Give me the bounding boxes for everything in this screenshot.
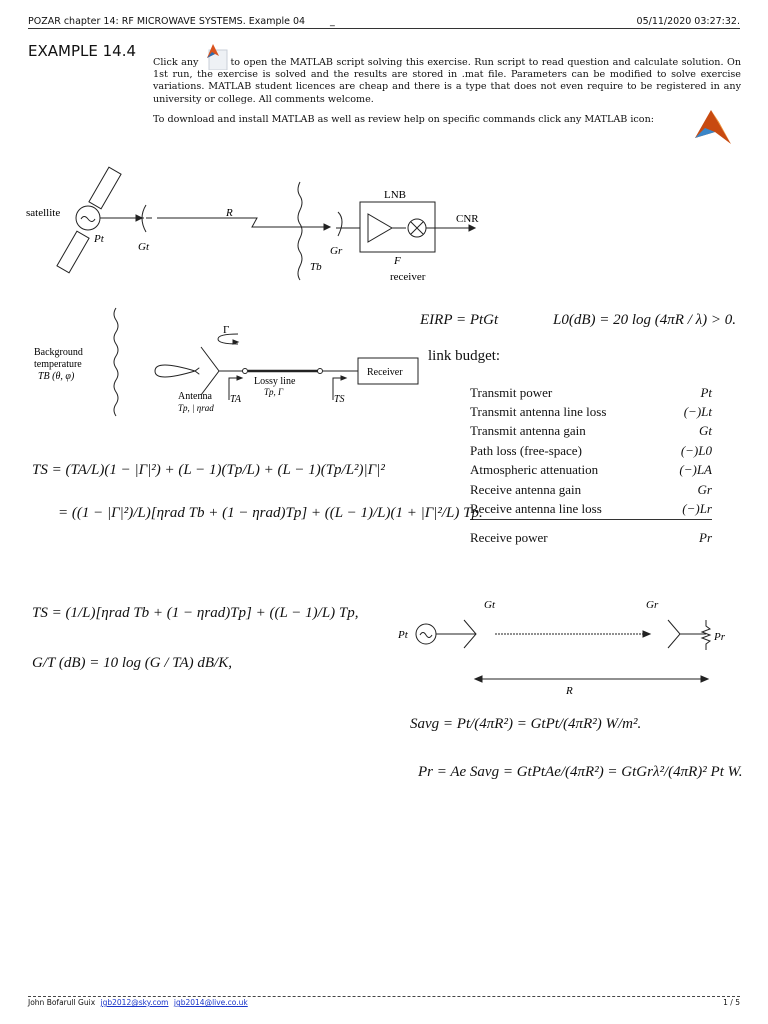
link-budget-row: [470, 441, 712, 460]
tb-label: Tb: [310, 261, 322, 273]
ta-label: TA: [230, 394, 241, 405]
download-paragraph: To download and install MATLAB as well as review help on specific commands click any MATLAB icon:: [153, 114, 654, 125]
friis-link-diagram: [390, 592, 750, 702]
link-budget-total-value: Pr: [665, 519, 712, 546]
gr-label: Gr: [330, 245, 343, 257]
cnr-label: CNR: [456, 213, 479, 225]
receiver-label: receiver: [390, 271, 426, 283]
eirp-equation: EIRP = PtGt: [420, 312, 499, 328]
r-label: R: [226, 207, 233, 219]
link-budget-value: (−)Lt: [683, 404, 712, 420]
header-title: POZAR chapter 14: RF MICROWAVE SYSTEMS. Example 04: [28, 16, 306, 27]
link-budget-row: [470, 480, 712, 499]
received-power-equation: Pr = Ae Savg = GtPtAe/(4πR²) = GtGrλ²/(4πR)² Pt W.: [418, 764, 743, 780]
link-budget-value: (−)L0: [680, 442, 712, 458]
background-label-1: Background: [34, 347, 83, 358]
link-budget-item: Transmit power: [470, 384, 553, 400]
fig3-pt-label: Pt: [398, 629, 408, 641]
link-budget-table: [470, 383, 712, 546]
link-budget-value: (−)Lr: [682, 501, 712, 517]
antenna-sub-label: Tp, | ηrad: [178, 403, 214, 413]
link-budget-row: [470, 422, 712, 441]
link-budget-value: Pt: [700, 384, 712, 400]
pt-label: Pt: [94, 233, 104, 245]
power-density-equation: Savg = Pt/(4πR²) = GtPt/(4πR²) W/m².: [410, 716, 642, 732]
lossy-line-label: Lossy line: [254, 376, 296, 387]
footer-rule: [28, 996, 740, 997]
link-budget-item: Atmospheric attenuation: [470, 462, 599, 478]
path-loss-equation: L0(dB) = 20 log (4πR / λ) > 0.: [553, 312, 736, 328]
background-label-3: TB (θ, φ): [38, 371, 75, 382]
f-label: F: [394, 255, 401, 267]
satellite-link-diagram: [20, 150, 500, 290]
fig3-gr-label: Gr: [646, 599, 659, 611]
page-number: 1 / 5: [723, 998, 740, 1007]
link-budget-row: [470, 499, 712, 519]
footer-author: John Bofarull Guix: [28, 998, 96, 1007]
page-title: EXAMPLE 14.4: [28, 42, 137, 60]
link-budget-value: Gr: [697, 481, 712, 497]
system-temperature-equation-expanded: = ((1 − |Γ|²)/L)[ηrad Tb + (1 − ηrad)Tp] + ((L − 1)/L)(1 + |Γ|²/L) Tp.: [58, 505, 483, 521]
ts-label: TS: [334, 394, 345, 405]
link-budget-value: Gt: [699, 423, 712, 439]
system-temperature-equation: TS = (TA/L)(1 − |Γ|²) + (L − 1)(Tp/L) + (L − 1)(Tp/L²)|Γ|²: [32, 462, 385, 478]
link-budget-value: (−)LA: [679, 462, 712, 478]
system-temperature-simplified: TS = (1/L)[ηrad Tb + (1 − ηrad)Tp] + ((L − 1)/L) Tp,: [32, 605, 359, 621]
fig3-r-label: R: [566, 685, 573, 697]
footer-email-link-2[interactable]: jgb2014@live.co.uk: [173, 998, 248, 1007]
link-budget-item: Transmit antenna line loss: [470, 404, 607, 420]
link-budget-total-item: Receive power: [470, 519, 665, 546]
intro-paragraph: [153, 57, 741, 106]
header-timestamp: 05/11/2020 03:27:32.: [636, 16, 740, 27]
gamma-label: Γ: [223, 324, 230, 336]
header-separator: _: [330, 16, 335, 27]
gt-label: Gt: [138, 241, 149, 253]
intro-text-before-icon: Click any: [153, 57, 199, 68]
fig3-gt-label: Gt: [484, 599, 495, 611]
fig3-pr-label: Pr: [714, 631, 725, 643]
header-rule: [28, 28, 740, 29]
link-budget-row: [470, 402, 712, 421]
antenna-noise-diagram: [20, 300, 420, 425]
link-budget-item: Receive antenna gain: [470, 481, 582, 497]
link-budget-row: [470, 461, 712, 480]
background-label-2: temperature: [34, 359, 82, 370]
lossy-line-sub-label: Tp, Γ: [264, 387, 284, 397]
g-over-t-equation: G/T (dB) = 10 log (G / TA) dB/K,: [32, 655, 232, 671]
link-budget-item: Transmit antenna gain: [470, 423, 586, 439]
footer-author-block: [28, 998, 248, 1007]
antenna-label: Antenna: [178, 391, 212, 402]
link-budget-label: link budget:: [428, 348, 501, 364]
link-budget-item: Receive antenna line loss: [470, 501, 602, 517]
receiver-box-label: Receiver: [367, 367, 403, 378]
link-budget-total-row: [470, 519, 712, 546]
link-budget-item: Path loss (free-space): [470, 442, 582, 458]
satellite-label: satellite: [26, 207, 61, 219]
lnb-label: LNB: [384, 189, 406, 201]
matlab-logo-icon[interactable]: [693, 108, 733, 148]
intro-text: to open the MATLAB script solving this exercise. Run script to read question and calculate solution. On 1st run, the exercise is solved and the results are stored in .mat file. Parameters can be modified to solve exercise variations. MATLAB student licences are cheap and there is a type that does not even require to be registered in any university or college. All comments welcome.: [153, 57, 741, 105]
footer-email-link-1[interactable]: jgb2012@sky.com: [100, 998, 169, 1007]
link-budget-row: [470, 383, 712, 402]
